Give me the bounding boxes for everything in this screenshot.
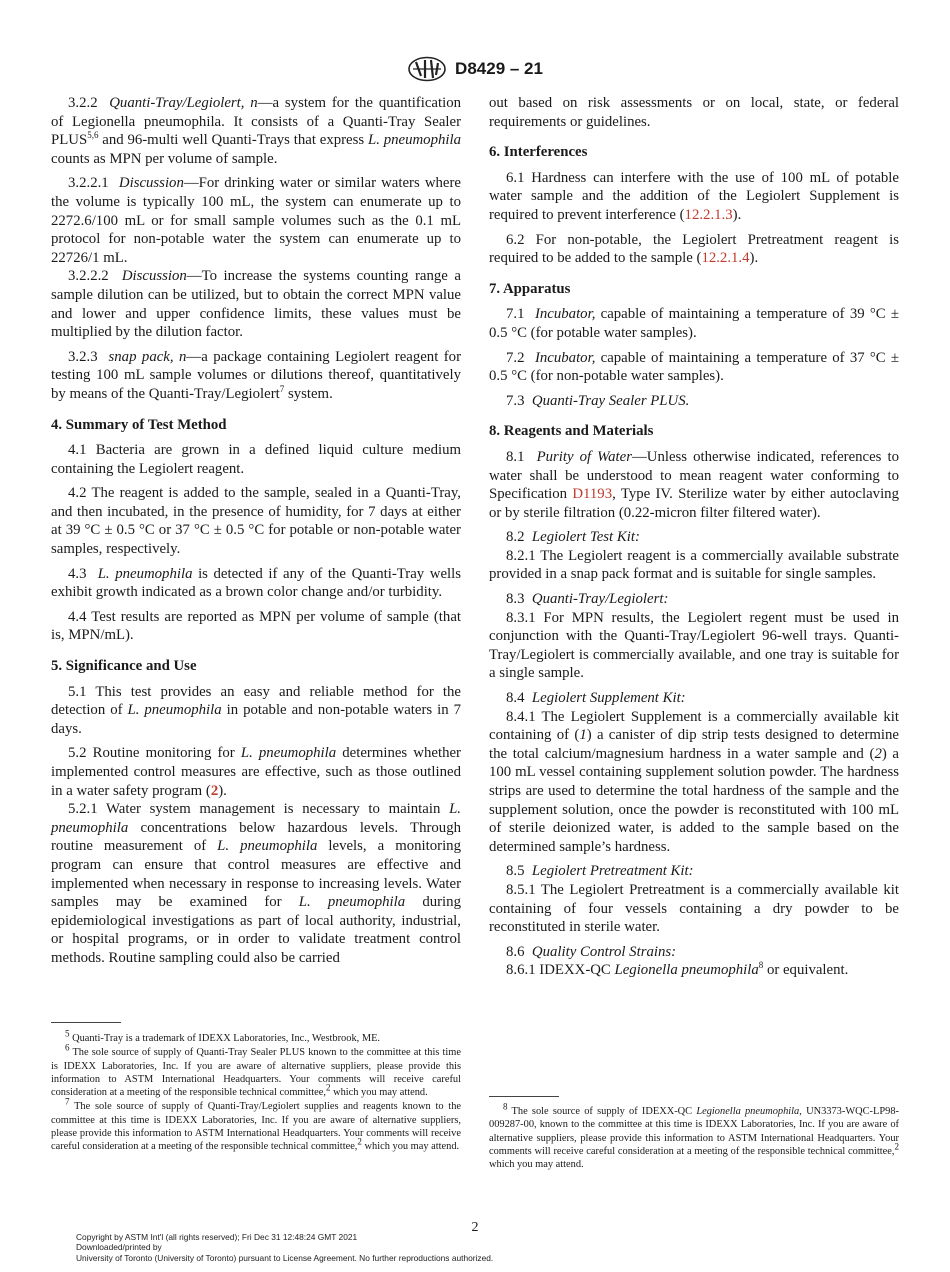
reference-link[interactable]: 12.2.1.4 [701, 250, 750, 267]
section-8-6-1: 8.6.1 IDEXX-QC Legionella pneumophila$^8$ or equivalent. [506, 960, 849, 979]
heading-section-6: 6. Interferences [489, 144, 588, 161]
heading-section-5: 5. Significance and Use [51, 658, 197, 675]
section-8-4: 8.4 Legiolert Supplement Kit: [506, 690, 686, 707]
page-header [0, 56, 950, 82]
footnote-7: $^7$ The sole source of supply of Quanti-Tray/Legiolert supplies and reagents known to the committee at this time is IDEXX Laboratories, Inc. If you are aware of alternative suppliers, please provide this information to ASTM International Headquarters. Your comments will receive careful consideration at a meeting of the responsible technical committee,$^2$ which you may attend. [51, 1097, 461, 1153]
right-footnotes [489, 1101, 899, 1172]
heading-section-8: 8. Reagents and Materials [489, 423, 654, 440]
left-footnotes [51, 1028, 461, 1155]
section-7-2: 7.2 Incubator, capable of maintaining a temperature of 37 °C ± 0.5 °C (for non-potable water samples). [489, 349, 899, 385]
section-4-2: 4.2 The reagent is added to the sample, sealed in a Quanti-Tray, and then incubated, in the presence of humidity, for 7 days at either at 39 °C ± 0.5 °C or 37 °C ± 0.5 °C for potable or non-potable water samples, respectively. [51, 485, 461, 558]
section-7-1: 7.1 Incubator, capable of maintaining a temperature of 39 °C ± 0.5 °C (for potable water samples). [489, 306, 899, 341]
section-5-1: 5.1 This test provides an easy and reliable method for the detection of L. pneumophila in potable and non-potable waters in 7 days. [51, 683, 461, 737]
section-4-3: 4.3 L. pneumophila is detected if any of the Quanti-Tray wells exhibit growth indicated as a brown color change and/or turbidity. [51, 565, 462, 601]
section-6-1: 6.1 Hardness can interfere with the use of 100 mL of potable water sample and the addition of the Legiolert Supplement is required to prevent interference (12.2.1.3). [489, 169, 899, 223]
page-number: 2 [471, 1220, 479, 1235]
section-4-1: 4.1 Bacteria are grown in a defined liquid culture medium containing the Legiolert reagent. [51, 442, 461, 477]
section-8-3-1: 8.3.1 For MPN results, the Legiolert regent must be used in conjunction with the Quanti-Tray/Legiolert 96-well trays. Quanti-Tray/Legiolert is commercially available, and one tray is suitable for a single sample. [489, 609, 899, 682]
copyright-line: Copyright by ASTM Int'l (all rights reserved); Fri Dec 31 12:48:24 GMT 2021 [76, 1232, 358, 1242]
download-line: Downloaded/printed by [76, 1242, 162, 1253]
license-line: University of Toronto (University of Toronto) pursuant to License Agreement. No further reproductions authorized. [76, 1252, 494, 1263]
section-8-3: 8.3 Quanti-Tray/Legiolert: [506, 591, 669, 608]
left-column [51, 94, 461, 974]
section-3-2-2-2: 3.2.2.2 Discussion—To increase the systems counting range a sample dilution can be utilized, but to obtain the correct MPN value and lower and upper confidence limits, these values must be multiplied by the dilution factor. [51, 268, 461, 341]
reference-link[interactable]: 2 [210, 782, 219, 799]
section-5-2-1-continued: out based on risk assessments or on local, state, or federal requirements or guidelines. [489, 95, 899, 130]
document-designation: D8429 – 21 [455, 59, 543, 78]
section-6-2: 6.2 For non-potable, the Legiolert Pretreatment reagent is required to be added to the sample (12.2.1.4). [489, 231, 899, 267]
section-8-2-1: 8.2.1 The Legiolert reagent is a commercially available substrate provided in a snap pack format and is suitable for single samples. [489, 547, 899, 583]
footnote-6: $^6$ The sole source of supply of Quanti-Tray Sealer PLUS known to the committee at this time is IDEXX Laboratories, Inc. If you are aware of alternative suppliers, please provide this information to ASTM International Headquarters. Your comments will receive careful consideration at a meeting of the responsible technical committee,$^2$ which you may attend. [51, 1042, 461, 1099]
reference-link[interactable]: 12.2.1.3 [684, 206, 733, 223]
footnote-divider [51, 1022, 121, 1023]
right-column [489, 94, 899, 986]
section-8-2: 8.2 Legiolert Test Kit: [506, 529, 640, 546]
section-3-2-3: 3.2.3 snap pack, n—a package containing Legiolert reagent for testing 100 mL sample volumes or dilutions thereof, quantitatively by means of the Quanti-Tray/Legiolert$^7$ system. [51, 348, 462, 402]
section-8-4-1: 8.4.1 The Legiolert Supplement is a commercially available kit containing of (1) a canister of dip strip tests designed to determine the total calcium/magnesium hardness in a water sample and (2) a 100 mL vessel containing supplement solution powder. The hardness strips are used to determine the total hardness of the sample and the supplement solution, once the powder is reconstituted with 100 mL of sterile deionized water, is added to the sample based on the determined sample’s hardness. [489, 708, 900, 855]
footnote-divider [489, 1096, 559, 1097]
copyright-notice [76, 1232, 493, 1263]
section-8-1: 8.1 Purity of Water—Unless otherwise indicated, references to water shall be understood to mean reagent water conforming to Specification D1193, Type IV. Sterilize water by either autoclaving or by sterile filtration (0.22-micron filter filtered water). [489, 448, 899, 521]
footnote-5: $^5$ Quanti-Tray is a trademark of IDEXX Laboratories, Inc., Westbrook, ME. [65, 1028, 381, 1044]
heading-section-7: 7. Apparatus [489, 280, 571, 297]
section-8-5-1: 8.5.1 The Legiolert Pretreatment is a commercially available kit containing of four vessels containing a dry powder to be reconstituted in sterile water. [489, 881, 899, 936]
section-7-3: 7.3 Quanti-Tray Sealer PLUS. [506, 392, 690, 409]
section-3-2-2: 3.2.2 Quanti-Tray/Legiolert, n—a system for the quantification of Legionella pneumophila. It consists of a Quanti-Tray Sealer PLUS$^{5,6}$ and 96-multi well Quanti-Trays that express L. pneumophila counts as MPN per volume of sample. [51, 95, 461, 167]
section-8-6: 8.6 Quality Control Strains: [506, 943, 677, 960]
astm-logo-icon [407, 56, 447, 82]
section-5-2-1: 5.2.1 Water system management is necessary to maintain L. pneumophila concentrations below hazardous levels. Through routine measurement of L. pneumophila levels, a monitoring program can ensure that control measures are effective and implemented when necessary in response to increasing levels. Water samples may be examined for L. pneumophila during epidemiological investigations as part of local authority, industrial, or hospital programs, or in order to validate treatment control methods. Routine sampling could also be carried [51, 801, 461, 966]
section-4-4: 4.4 Test results are reported as MPN per volume of sample (that is, MPN/mL). [51, 608, 461, 644]
section-8-5: 8.5 Legiolert Pretreatment Kit: [506, 863, 694, 880]
footnote-8: $^8$ The sole source of supply of IDEXX-QC Legionella pneumophila, UN3373-WQC-LP98-009287-00, known to the committee at this time is IDEXX Laboratories, Inc. If you are aware of alternative suppliers, please provide this information to ASTM International Headquarters. Your comments will receive careful consideration at a meeting of the responsible technical committee,$^2$ which you may attend. [489, 1101, 899, 1171]
section-3-2-2-1: 3.2.2.1 Discussion—For drinking water or similar waters where the volume is typically 100 mL, the system can enumerate up to 2272.6/100 mL or for small sample volumes such as the 0.1 mL protocol for non-potable water the system can enumerate up to 22726/1 mL. [51, 175, 461, 266]
section-5-2: 5.2 Routine monitoring for L. pneumophila determines whether implemented control measures are effective, such as those outlined in a water safety program (2). [51, 745, 461, 799]
reference-link[interactable]: D1193 [572, 486, 613, 503]
heading-section-4: 4. Summary of Test Method [51, 416, 227, 433]
